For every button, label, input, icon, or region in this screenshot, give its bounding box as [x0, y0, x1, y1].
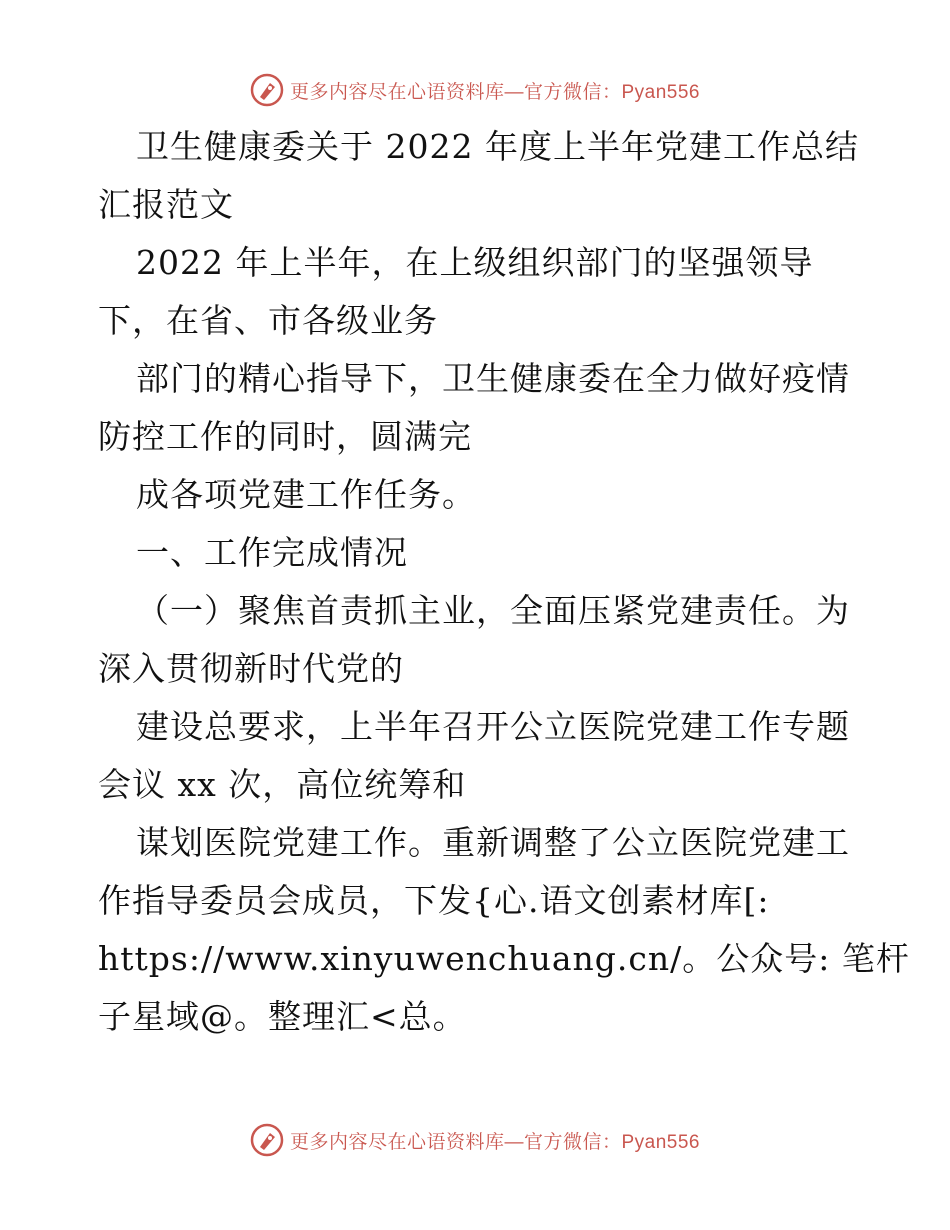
text-line: 会议 xx 次，高位统筹和	[98, 765, 467, 804]
header-banner	[0, 70, 950, 110]
text-line: https://www.xinyuwenchuang.cn/。公众号: 笔杆	[98, 939, 910, 978]
footer-banner	[0, 1120, 950, 1160]
text-line: 深入贯彻新时代党的	[98, 649, 404, 688]
text-line: 子星域@。整理汇<总。	[98, 997, 467, 1036]
text-line: 一、工作完成情况	[136, 533, 408, 572]
text-line: 卫生健康委关于 2022 年度上半年党建工作总结	[136, 127, 859, 166]
text-line: 2022 年上半年，在上级组织部门的坚强领导	[136, 243, 814, 282]
text-line: 谋划医院党建工作。重新调整了公立医院党建工	[136, 823, 850, 862]
text-line: 防控工作的同时，圆满完	[98, 417, 472, 456]
footer-banner-text: 更多内容尽在心语资料库—官方微信：Pyan556	[289, 1131, 700, 1153]
text-line: 作指导委员会成员，下发{心.语文创素材库[:	[98, 881, 770, 920]
text-line: 部门的精心指导下，卫生健康委在全力做好疫情	[136, 359, 850, 398]
text-line: 成各项党建工作任务。	[136, 475, 476, 514]
pen-nib-logo-icon	[250, 73, 284, 107]
document-body	[98, 118, 910, 1046]
header-banner-text: 更多内容尽在心语资料库—官方微信：Pyan556	[289, 81, 700, 103]
text-line: （一）聚焦首责抓主业，全面压紧党建责任。为	[136, 591, 850, 630]
text-line: 下，在省、市各级业务	[98, 301, 438, 340]
text-line: 汇报范文	[98, 185, 234, 224]
text-line: 建设总要求，上半年召开公立医院党建工作专题	[136, 707, 850, 746]
pen-nib-logo-icon	[250, 1123, 284, 1157]
